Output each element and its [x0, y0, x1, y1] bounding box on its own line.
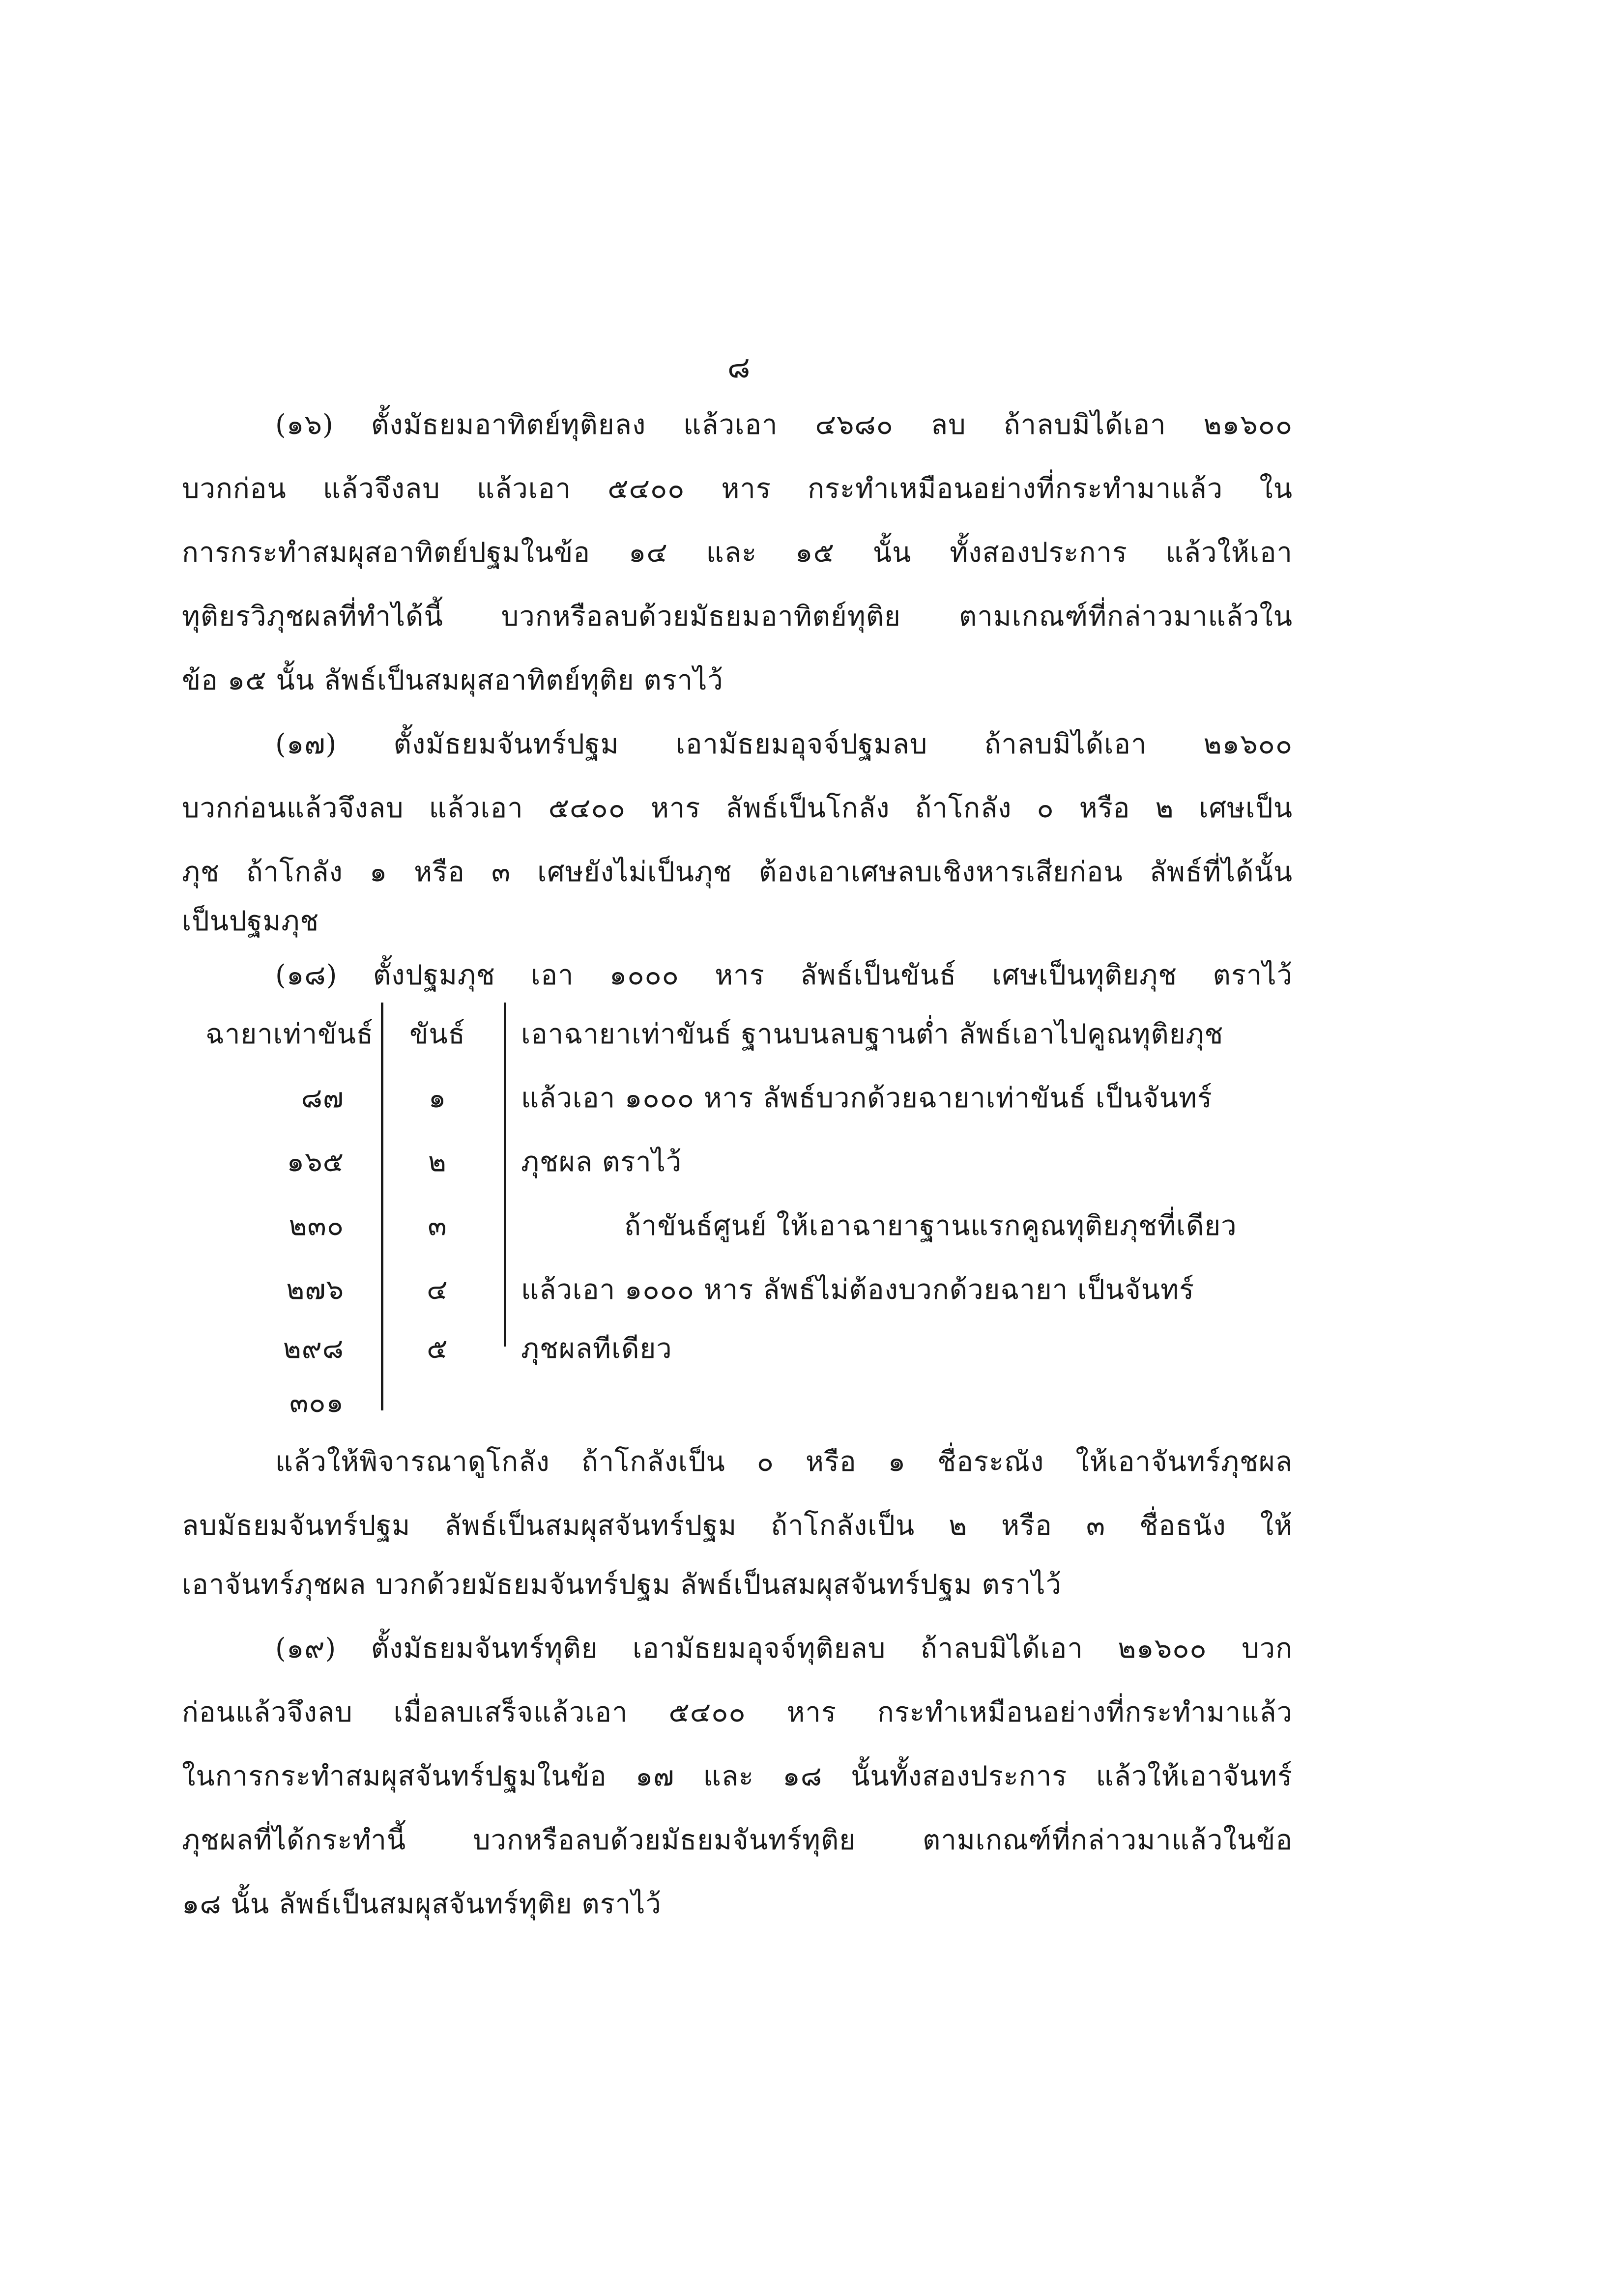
table-shadow-value: ๑๖๕: [287, 1146, 344, 1178]
paragraph-16-line-1: (๑๖) ตั้งมัธยมอาทิตย์ทุติยลง แล้วเอา ๔๖๘๐ ลบ ถ้าลบมิได้เอา ๒๑๖๐๐: [275, 409, 1293, 441]
table-shadow-value: ๒๗๖: [286, 1274, 344, 1306]
paragraph-19-line-4: ภุชผลที่ได้กระทำนี้ บวกหรือลบด้วยมัธยมจันทร์ทุติย ตามเกณฑ์ที่กล่าวมาแล้วในข้อ: [182, 1824, 1293, 1856]
table-shadow-value: ๓๐๑: [289, 1387, 344, 1419]
paragraph-17-line-2: บวกก่อนแล้วจึงลบ แล้วเอา ๕๔๐๐ หาร ลัพธ์เป็นโกลัง ถ้าโกลัง ๐ หรือ ๒ เศษเป็น: [182, 792, 1293, 824]
table-text-line-3: ภุชผล ตราไว้: [521, 1146, 682, 1178]
table-khan-value: ๓: [428, 1210, 447, 1242]
paragraph-17-line-3: ภุช ถ้าโกลัง ๑ หรือ ๓ เศษยังไม่เป็นภุช ต้องเอาเศษลบเชิงหารเสียก่อน ลัพธ์ที่ได้นั้น: [182, 856, 1293, 888]
paragraph-16-line-4: ทุติยรวิภุชผลที่ทำได้นี้ บวกหรือลบด้วยมัธยมอาทิตย์ทุติย ตามเกณฑ์ที่กล่าวมาแล้วใน: [182, 601, 1293, 632]
paragraph-17-line-4: เป็นปฐมภุช: [182, 905, 319, 937]
table-header-shadow: ฉายาเท่าขันธ์: [205, 1018, 374, 1050]
paragraph-16-line-3: การกระทำสมผุสอาทิตย์ปฐมในข้อ ๑๔ และ ๑๕ นั้น ทั้งสองประการ แล้วให้เอา: [182, 537, 1293, 569]
paragraph-16-line-2: บวกก่อน แล้วจึงลบ แล้วเอา ๕๔๐๐ หาร กระทำเหมือนอย่างที่กระทำมาแล้ว ใน: [182, 473, 1293, 505]
table-divider-right: [504, 1003, 506, 1347]
table-text-line-4: ถ้าขันธ์ศูนย์ ให้เอาฉายาฐานแรกคูณทุติยภุชที่เดียว: [624, 1210, 1237, 1242]
paragraph-19-line-3: ในการกระทำสมผุสจันทร์ปฐมในข้อ ๑๗ และ ๑๘ นั้นทั้งสองประการ แล้วให้เอาจันทร์: [182, 1760, 1293, 1792]
paragraph-19-line-5: ๑๘ นั้น ลัพธ์เป็นสมผุสจันทร์ทุติย ตราไว้: [182, 1888, 662, 1920]
table-khan-value: ๒: [428, 1146, 447, 1178]
table-text-line-1: เอาฉายาเท่าขันธ์ ฐานบนลบฐานต่ำ ลัพธ์เอาไปคูณทุติยภุช: [521, 1018, 1224, 1050]
table-khan-value: ๔: [427, 1274, 448, 1306]
paragraph-19-line-1: (๑๙) ตั้งมัธยมจันทร์ทุติย เอามัธยมอุจจ์ทุติยลบ ถ้าลบมิได้เอา ๒๑๖๐๐ บวก: [275, 1633, 1293, 1665]
table-shadow-value: ๒๙๘: [283, 1333, 344, 1365]
table-divider-left: [381, 1003, 383, 1410]
table-text-line-5: แล้วเอา ๑๐๐๐ หาร ลัพธ์ไม่ต้องบวกด้วยฉายา เป็นจันทร์: [521, 1274, 1195, 1306]
paragraph-16-line-5: ข้อ ๑๕ นั้น ลัพธ์เป็นสมผุสอาทิตย์ทุติย ตราไว้: [182, 664, 723, 696]
paragraph-18-line-3: เอาจันทร์ภุชผล บวกด้วยมัธยมจันทร์ปฐม ลัพธ์เป็นสมผุสจันทร์ปฐม ตราไว้: [182, 1569, 1062, 1601]
page-number: ๘: [727, 350, 752, 385]
table-text-line-2: แล้วเอา ๑๐๐๐ หาร ลัพธ์บวกด้วยฉายาเท่าขันธ์ เป็นจันทร์: [521, 1082, 1213, 1114]
table-khan-value: ๕: [427, 1333, 448, 1365]
table-text-line-6: ภุชผลทีเดียว: [521, 1333, 672, 1365]
table-khan-value: ๑: [428, 1082, 447, 1114]
paragraph-17-line-1: (๑๗) ตั้งมัธยมจันทร์ปฐม เอามัธยมอุจจ์ปฐมลบ ถ้าลบมิได้เอา ๒๑๖๐๐: [275, 728, 1293, 760]
paragraph-18-intro: (๑๘) ตั้งปฐมภุช เอา ๑๐๐๐ หาร ลัพธ์เป็นขันธ์ เศษเป็นทุติยภุช ตราไว้: [275, 959, 1293, 991]
paragraph-18-line-2: ลบมัธยมจันทร์ปฐม ลัพธ์เป็นสมผุสจันทร์ปฐม ถ้าโกลังเป็น ๒ หรือ ๓ ชื่อธนัง ให้: [182, 1510, 1293, 1542]
table-shadow-value: ๘๗: [301, 1082, 344, 1114]
paragraph-18-line-1: แล้วให้พิจารณาดูโกลัง ถ้าโกลังเป็น ๐ หรือ ๑ ชื่อระณัง ให้เอาจันทร์ภุชผล: [275, 1446, 1293, 1478]
table-shadow-value: ๒๓๐: [289, 1210, 344, 1242]
paragraph-19-line-2: ก่อนแล้วจึงลบ เมื่อลบเสร็จแล้วเอา ๕๔๐๐ หาร กระทำเหมือนอย่างที่กระทำมาแล้ว: [182, 1696, 1293, 1728]
table-header-khan: ขันธ์: [409, 1018, 465, 1050]
